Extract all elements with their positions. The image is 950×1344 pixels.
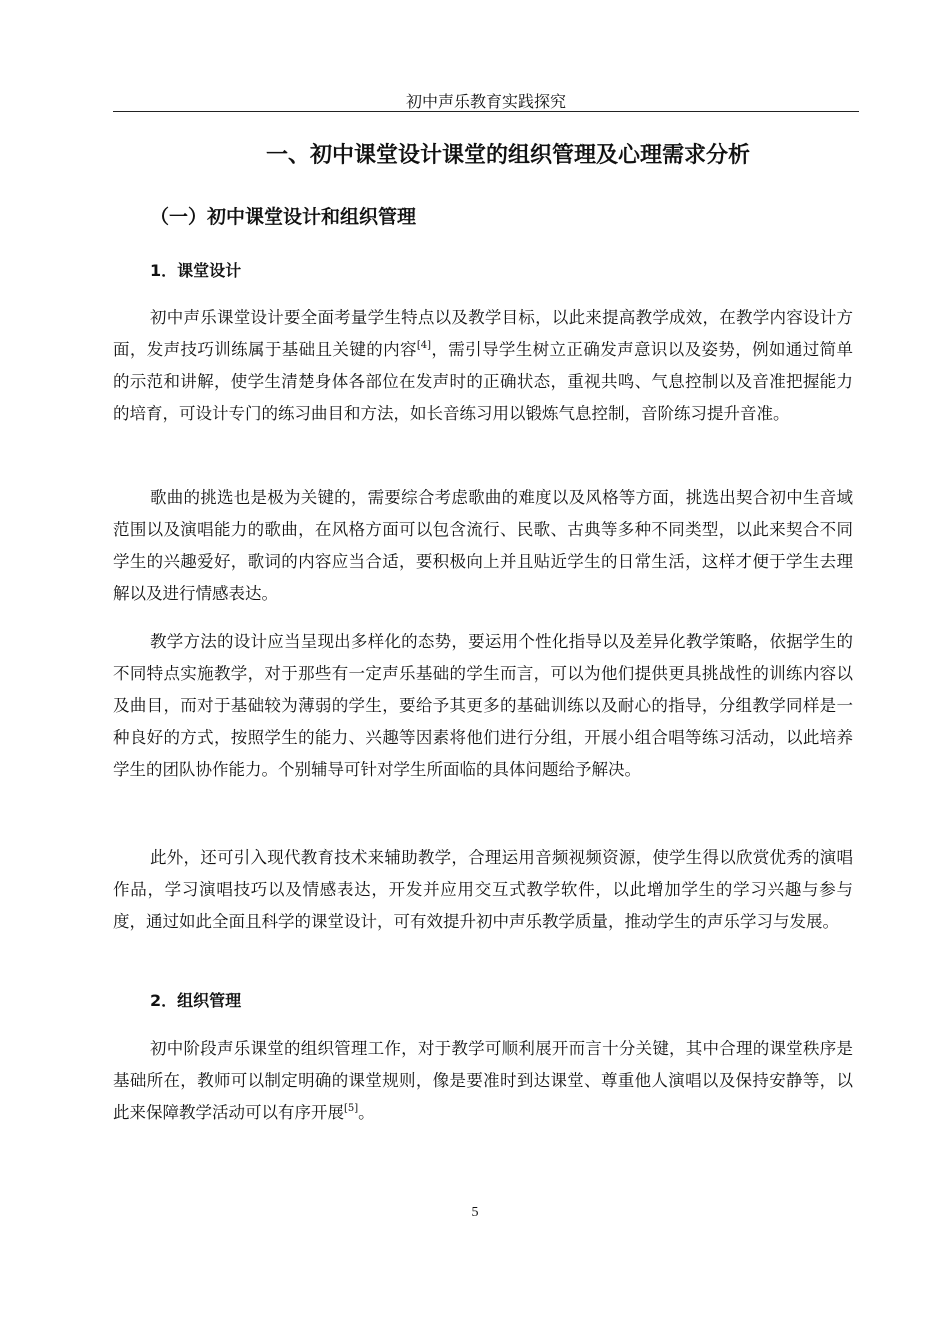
chapter-title: 一、初中课堂设计课堂的组织管理及心理需求分析	[265, 143, 750, 168]
paragraph-1	[113, 302, 853, 430]
paragraph-1-text-b: ，需引导学生树立正确发声意识以及姿势，例如通过简单的示范和讲解，使学生清楚身体各部位在发声时的正确状态，重视共鸣、气息控制以及音准把握能力的培育，可设计专门的练习曲目和方法，如长音练习用以锻炼气息控制，音阶练习提升音准。	[113, 340, 854, 423]
paragraph-2: 歌曲的挑选也是极为关键的，需要综合考虑歌曲的难度以及风格等方面，挑选出契合初中生音域范围以及演唱能力的歌曲，在风格方面可以包含流行、民歌、古典等多种不同类型，以此来契合不同学生的兴趣爱好，歌词的内容应当合适，要积极向上并且贴近学生的日常生活，这样才便于学生去理解以及进行情感表达。	[113, 488, 853, 603]
citation-5: [5]	[344, 1103, 359, 1114]
page-number: 5	[471, 1205, 479, 1220]
subsection-title-organization: 2．组织管理	[150, 991, 242, 1010]
header-rule	[113, 111, 859, 112]
paragraph-5-text-b: 。	[358, 1103, 375, 1122]
paragraph-3: 教学方法的设计应当呈现出多样化的态势，要运用个性化指导以及差异化教学策略，依据学生的不同特点实施教学，对于那些有一定声乐基础的学生而言，可以为他们提供更具挑战性的训练内容以及曲目，而对于基础较为薄弱的学生，要给予其更多的基础训练以及耐心的指导，分组教学同样是一种良好的方式，按照学生的能力、兴趣等因素将他们进行分组，开展小组合唱等练习活动，以此培养学生的团队协作能力。个别辅导可针对学生所面临的具体问题给予解决。	[113, 632, 853, 779]
paragraph-5-text-a: 初中阶段声乐课堂的组织管理工作，对于教学可顺利展开而言十分关键，其中合理的课堂秩序是基础所在，教师可以制定明确的课堂规则，像是要准时到达课堂、尊重他人演唱以及保持安静等，以此来保障教学活动可以有序开展	[113, 1039, 853, 1122]
paragraph-1-text-a: 初中声乐课堂设计要全面考量学生特点以及教学目标，以此来提高教学成效，在教学内容设计方面，发声技巧训练属于基础且关键的内容	[113, 308, 853, 359]
running-header: 初中声乐教育实践探究	[405, 92, 566, 111]
paragraph-4: 此外，还可引入现代教育技术来辅助教学，合理运用音频视频资源，使学生得以欣赏优秀的演唱作品，学习演唱技巧以及情感表达，开发并应用交互式教学软件，以此增加学生的学习兴趣与参与度，通过如此全面且科学的课堂设计，可有效提升初中声乐教学质量，推动学生的声乐学习与发展。	[113, 848, 853, 931]
section-title: （一）初中课堂设计和组织管理	[150, 206, 417, 228]
paragraph-5	[113, 1033, 853, 1129]
citation-4: [4]	[416, 340, 432, 351]
subsection-title-classroom-design: 1．课堂设计	[150, 261, 242, 280]
